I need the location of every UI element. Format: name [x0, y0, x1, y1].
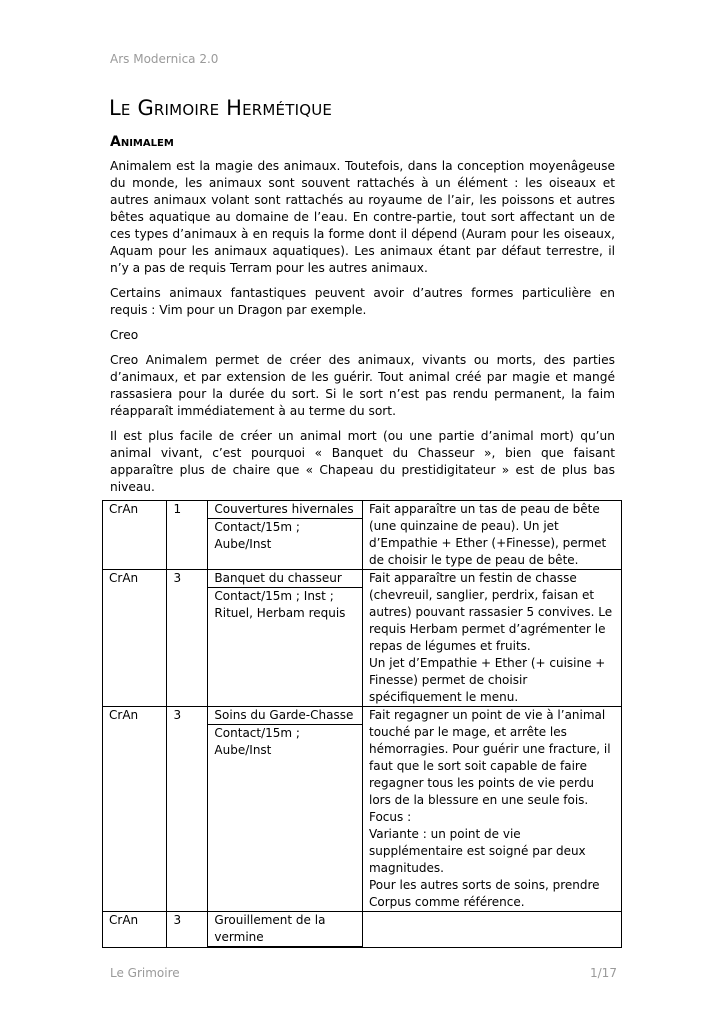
page-title: Le Grimoire Hermétique [109, 96, 333, 120]
paragraph: Creo Animalem permet de créer des animaux, vivants ou morts, des parties d’animaux, et par extension de les guérir. Tout animal créé par magie et mangé rassasiera pour la durée du sort. Si le sort n’est pas rendu permanent, la faim réapparaît immédiatement à au terme du sort. [110, 353, 615, 418]
paragraph: Creo [110, 328, 139, 342]
spell-description-line: Fait regagner un point de vie à l’animal touché par le mage, et arrête les hémorragies. Pour guérir une fracture, il faut que le sort soit capable de faire regagner tous les points de vie perdu lors de la blessure en une seule fois. [368, 708, 611, 807]
spell-info [208, 707, 363, 912]
paragraph: Il est plus facile de créer un animal mort (ou une partie d’animal mort) qu’un animal vivant, c’est pourquoi « Banquet du Chasseur », bien que faisant apparaître plus de chaire que « Chapeau du prestidigitateur » est de plus bas niveau. [110, 429, 615, 494]
spell-level: 1 [167, 501, 208, 570]
running-header: Ars Modernica 2.0 [110, 52, 219, 66]
spell-name: Soins du Garde-Chasse [208, 707, 362, 725]
spell-parameters: Contact/15m ; Aube/Inst [214, 520, 300, 551]
paragraph: Certains animaux fantastiques peuvent avoir d’autres formes particulière en requis : Vim pour un Dragon par exemple. [110, 286, 615, 317]
section-title: Animalem [110, 134, 174, 150]
spell-parameters: Contact/15m ; Aube/Inst [214, 726, 300, 757]
spell-description-line: Fait apparaître un festin de chasse (chevreuil, sanglier, perdrix, faisan et autres) pouvant rassasier 5 convives. Le requis Herbam permet d’agrémenter le repas de légumes et fruits. [368, 571, 613, 653]
spell-description-line: Focus : [368, 810, 412, 824]
spell-art: CrAn [103, 570, 167, 707]
spell-info [208, 570, 363, 707]
spell-description [362, 501, 621, 570]
spell-table [102, 500, 622, 948]
spell-name: Couvertures hivernales [208, 501, 362, 519]
spell-level: 3 [167, 570, 208, 707]
spell-art: CrAn [103, 707, 167, 912]
spell-info [208, 912, 363, 948]
spell-description [362, 707, 621, 912]
spell-art: CrAn [103, 501, 167, 570]
spell-row [103, 912, 622, 948]
spell-description-line: Variante : un point de vie supplémentaire est soigné par deux magnitudes. [368, 827, 586, 875]
page-number: 1/17 [590, 966, 617, 980]
spell-row [103, 570, 622, 707]
spell-description [362, 912, 621, 948]
spell-name: Grouillement de la vermine [208, 912, 362, 947]
spell-name: Banquet du chasseur [208, 570, 362, 588]
spell-info [208, 501, 363, 570]
spell-row [103, 501, 622, 570]
spell-art: CrAn [103, 912, 167, 948]
body-text [110, 158, 615, 504]
spell-description [362, 570, 621, 707]
spell-parameters: Rituel, Herbam requis [214, 606, 346, 620]
spell-row [103, 707, 622, 912]
paragraph: Animalem est la magie des animaux. Toutefois, dans la conception moyenâgeuse du monde, les animaux sont souvent rattachés à un élément : les oiseaux et autres animaux volant sont rattachés au royaume de l’air, les poissons et autres bêtes aquatique au domaine de l’eau. En contre-partie, tout sort affectant un de ces types d’animaux à en requis la forme dont il dépend (Auram pour les oiseaux, Aquam pour les animaux aquatiques). Les animaux étant par défaut terrestre, il n’y a pas de requis Terram pour les autres animaux. [110, 159, 615, 275]
spell-description-line: Fait apparaître un tas de peau de bête (une quinzaine de peau). Un jet d’Empathie + Ether (+Finesse), permet de choisir le type de peau de bête. [368, 502, 607, 567]
spell-description-line: Pour les autres sorts de soins, prendre Corpus comme référence. [368, 878, 600, 909]
spell-description-line: Un jet d’Empathie + Ether (+ cuisine + Finesse) permet de choisir spécifiquement le menu. [368, 656, 606, 704]
spell-level: 3 [167, 912, 208, 948]
spell-parameters: Contact/15m ; Inst ; [214, 589, 334, 603]
footer-title: Le Grimoire [110, 966, 180, 980]
spell-level: 3 [167, 707, 208, 912]
